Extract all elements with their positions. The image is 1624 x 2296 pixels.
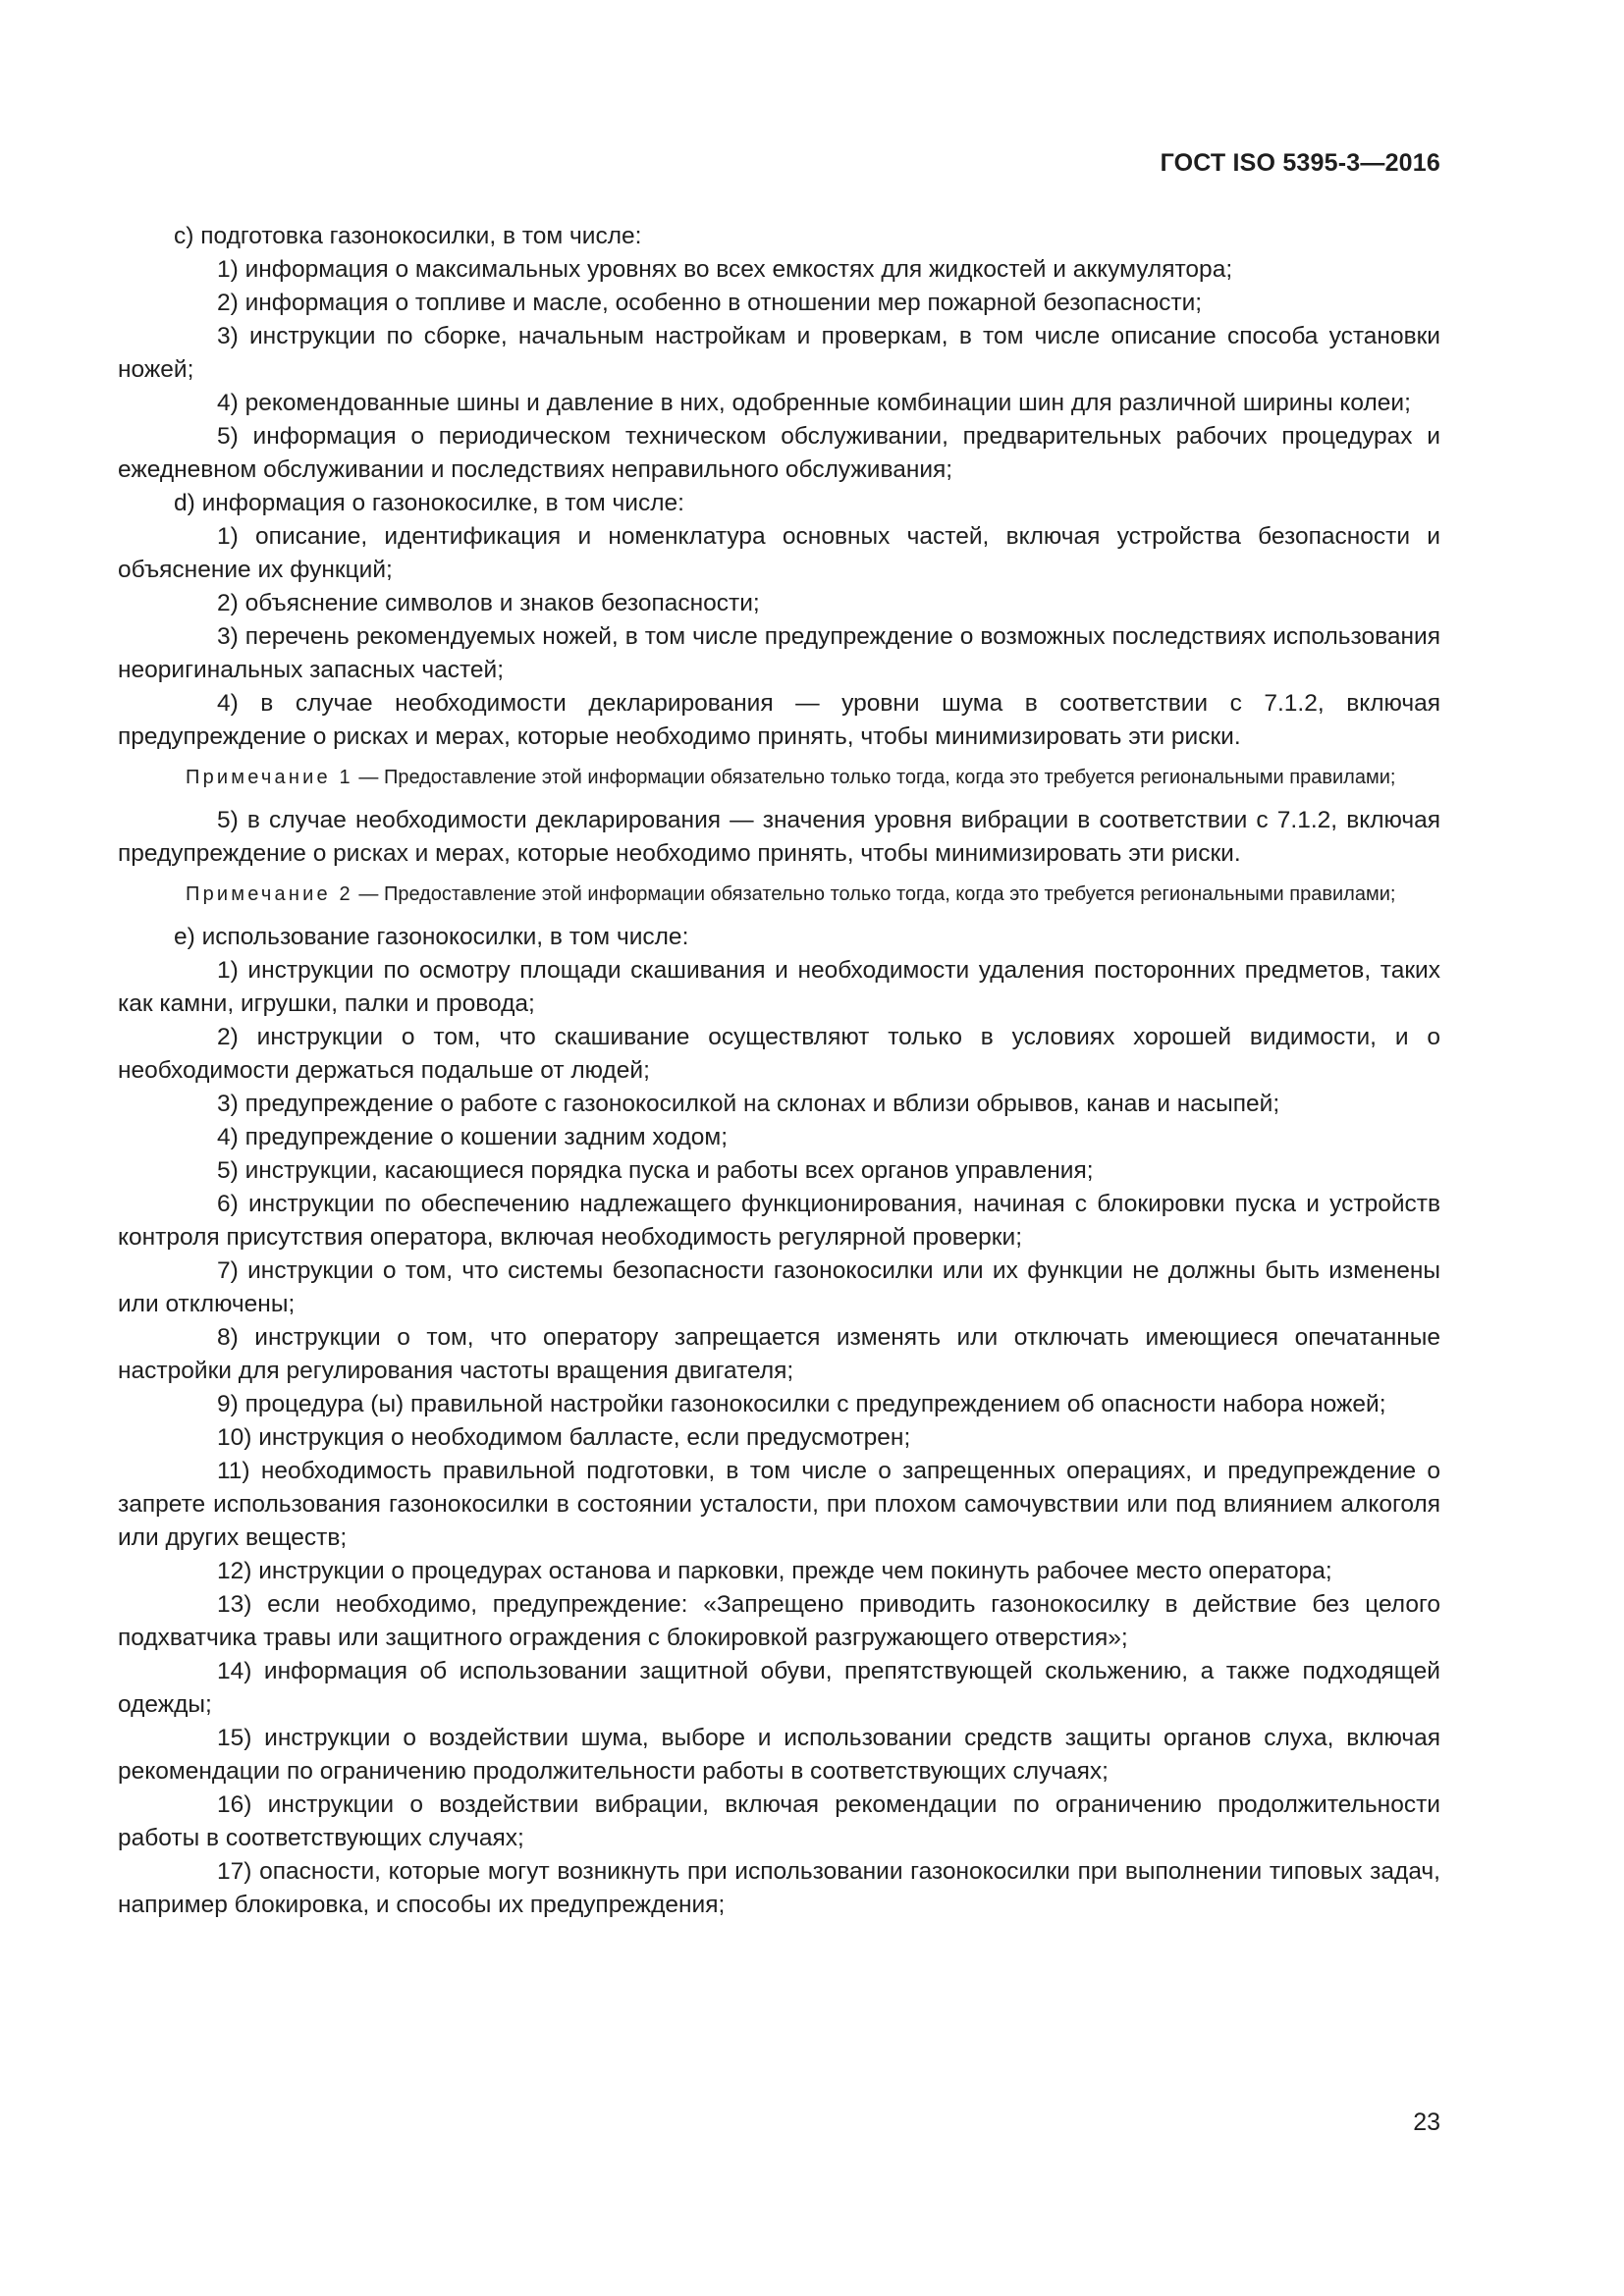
note-paragraph bbox=[118, 881, 1440, 909]
list-item: 14) информация об использовании защитной обуви, препятствующей скольжению, а также подходящей одежды; bbox=[118, 1658, 1440, 1718]
list-item: 8) инструкции о том, что оператору запрещается изменять или отключать имеющиеся опечатанные настройки для регулирования частоты вращения двигателя; bbox=[118, 1324, 1440, 1384]
list-item: 16) инструкции о воздействии вибрации, включая рекомендации по ограничению продолжительности работы в соответствующих случаях; bbox=[118, 1791, 1440, 1851]
list-item: 1) описание, идентификация и номенклатура основных частей, включая устройства безопасности и объяснение их функций; bbox=[118, 523, 1440, 583]
note-text: — Предоставление этой информации обязательно только тогда, когда это требуется региональными правилами; bbox=[352, 883, 1396, 905]
page-number: 23 bbox=[1413, 2109, 1440, 2136]
list-item: 5) в случае необходимости декларирования — значения уровня вибрации в соответствии с 7.1.2, включая предупреждение о рисках и мерах, которые необходимо принять, чтобы минимизировать эти риски. bbox=[118, 807, 1440, 867]
note-label: Примечание 2 bbox=[186, 883, 353, 905]
list-item: 2) информация о топливе и масле, особенно в отношении мер пожарной безопасности; bbox=[217, 290, 1203, 316]
note-text: — Предоставление этой информации обязательно только тогда, когда это требуется региональными правилами; bbox=[352, 767, 1396, 788]
list-item: 10) инструкция о необходимом балласте, если предусмотрен; bbox=[217, 1424, 911, 1451]
note-paragraph bbox=[118, 764, 1440, 792]
section-item: e) использование газонокосилки, в том числе: bbox=[174, 924, 689, 950]
list-item: 17) опасности, которые могут возникнуть при использовании газонокосилки при выполнении типовых задач, например блокировка, и способы их предупреждения; bbox=[118, 1858, 1440, 1918]
list-item: 4) рекомендованные шины и давление в них, одобренные комбинации шин для различной ширины колеи; bbox=[217, 390, 1411, 416]
document-body bbox=[118, 220, 1440, 1922]
list-item: 11) необходимость правильной подготовки, в том числе о запрещенных операциях, и предупреждение о запрете использования газонокосилки в состоянии усталости, при плохом самочувствии или под влиянием алкоголя или других веществ; bbox=[118, 1458, 1440, 1551]
list-item: 2) инструкции о том, что скашивание осуществляют только в условиях хорошей видимости, и о необходимости держаться подальше от людей; bbox=[118, 1024, 1440, 1084]
list-item: 7) инструкции о том, что системы безопасности газонокосилки или их функции не должны быть изменены или отключены; bbox=[118, 1257, 1440, 1317]
list-item: 2) объяснение символов и знаков безопасности; bbox=[217, 590, 760, 616]
list-item: 5) инструкции, касающиеся порядка пуска и работы всех органов управления; bbox=[217, 1157, 1094, 1184]
list-item: 1) информация о максимальных уровнях во всех емкостях для жидкостей и аккумулятора; bbox=[217, 256, 1233, 283]
document-header: ГОСТ ISO 5395-3—2016 bbox=[1160, 149, 1440, 177]
list-item: 15) инструкции о воздействии шума, выборе и использовании средств защиты органов слуха, включая рекомендации по ограничению продолжительности работы в соответствующих случаях; bbox=[118, 1725, 1440, 1785]
list-item: 13) если необходимо, предупреждение: «Запрещено приводить газонокосилку в действие без целого подхватчика травы или защитного ограждения с блокировкой разгружающего отверстия»; bbox=[118, 1591, 1440, 1651]
list-item: 6) инструкции по обеспечению надлежащего функционирования, начиная с блокировки пуска и устройств контроля присутствия оператора, включая необходимость регулярной проверки; bbox=[118, 1191, 1440, 1251]
list-item: 3) перечень рекомендуемых ножей, в том числе предупреждение о возможных последствиях использования неоригинальных запасных частей; bbox=[118, 623, 1440, 683]
list-item: 4) в случае необходимости декларирования — уровни шума в соответствии с 7.1.2, включая предупреждение о рисках и мерах, которые необходимо принять, чтобы минимизировать эти риски. bbox=[118, 690, 1440, 750]
note-label: Примечание 1 bbox=[186, 767, 353, 788]
list-item: 5) информация о периодическом техническом обслуживании, предварительных рабочих процедурах и ежедневном обслуживании и последствиях неправильного обслуживания; bbox=[118, 423, 1440, 483]
section-item: c) подготовка газонокосилки, в том числе: bbox=[174, 223, 642, 249]
list-item: 3) предупреждение о работе с газонокосилкой на склонах и вблизи обрывов, канав и насыпей; bbox=[217, 1091, 1280, 1117]
list-item: 12) инструкции о процедурах останова и парковки, прежде чем покинуть рабочее место оператора; bbox=[217, 1558, 1332, 1584]
list-item: 4) предупреждение о кошении задним ходом; bbox=[217, 1124, 729, 1150]
list-item: 9) процедура (ы) правильной настройки газонокосилки с предупреждением об опасности набора ножей; bbox=[217, 1391, 1386, 1417]
list-item: 1) инструкции по осмотру площади скашивания и необходимости удаления посторонних предметов, таких как камни, игрушки, палки и провода; bbox=[118, 957, 1440, 1017]
section-item: d) информация о газонокосилке, в том числе: bbox=[174, 490, 684, 516]
list-item: 3) инструкции по сборке, начальным настройкам и проверкам, в том числе описание способа установки ножей; bbox=[118, 323, 1440, 383]
